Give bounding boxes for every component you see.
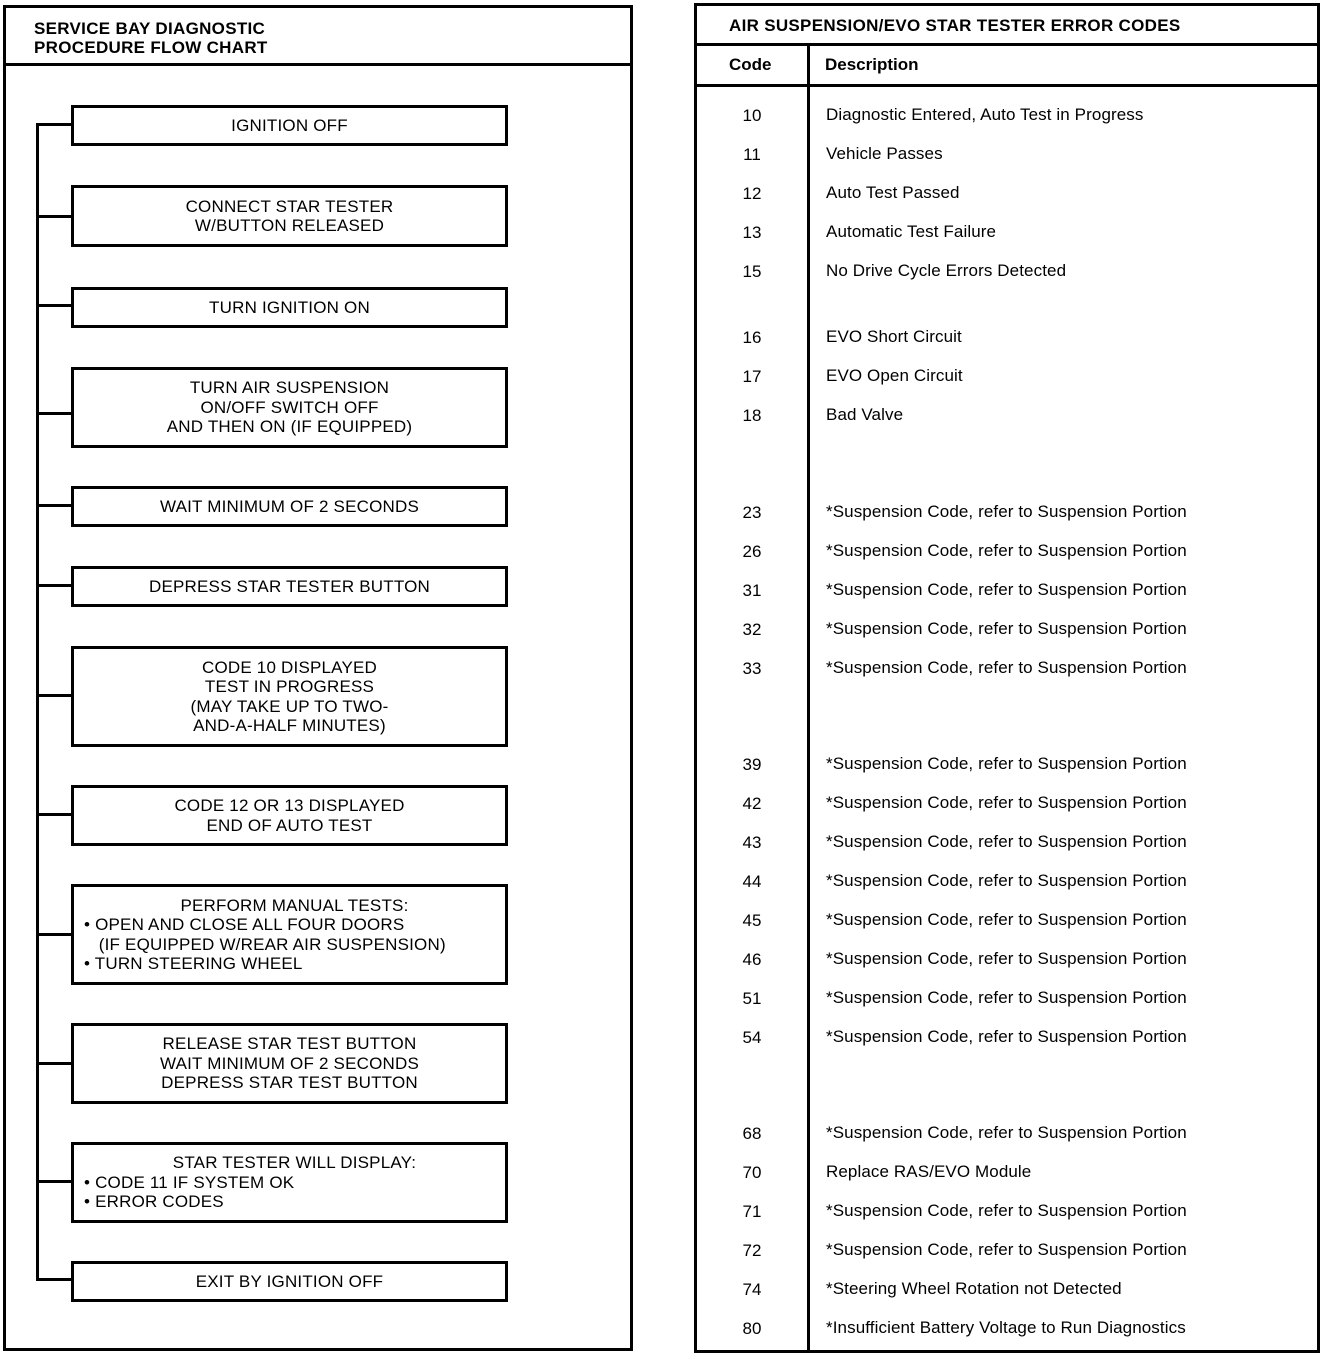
error-code-value: 15 [742,262,762,281]
flow-step-9 [71,884,508,985]
error-code-description: No Drive Cycle Errors Detected [826,261,1067,280]
error-code-description: *Suspension Code, refer to Suspension Portion [826,871,1187,890]
flow-step-text: TURN AIR SUSPENSION [189,378,390,398]
error-code-value: 26 [742,542,762,561]
flow-step-text: STAR TESTER WILL DISPLAY: [172,1153,417,1173]
error-code-description: Diagnostic Entered, Auto Test in Progress [826,105,1144,124]
error-code-value: 10 [742,106,762,125]
flow-step-1 [71,105,508,146]
error-code-description: *Suspension Code, refer to Suspension Portion [826,619,1187,638]
flow-connector [36,412,72,415]
error-code-description: Automatic Test Failure [826,222,997,241]
table-header-row [697,46,1317,87]
flow-step-text: RELEASE STAR TEST BUTTON [162,1034,417,1054]
error-code-value: 54 [742,1028,762,1047]
flow-step-text: • OPEN AND CLOSE ALL FOUR DOORS [84,915,405,934]
flow-connector [36,584,72,587]
flow-step-text: DEPRESS STAR TESTER BUTTON [148,576,431,596]
flow-step-7 [71,646,508,747]
error-code-description: *Suspension Code, refer to Suspension Portion [826,580,1187,599]
error-codes-table [694,3,1320,1353]
error-code-value: 16 [742,328,762,347]
error-code-description: Vehicle Passes [826,144,943,163]
flow-connector [36,504,72,507]
flow-connector [36,215,72,218]
flow-step-text: PERFORM MANUAL TESTS: [180,895,409,915]
error-code-description: *Suspension Code, refer to Suspension Portion [826,1027,1187,1046]
error-code-description: Replace RAS/EVO Module [826,1162,1032,1181]
flow-step-text: • TURN STEERING WHEEL [84,954,303,973]
error-code-value: 39 [742,755,762,774]
flow-step-text: IGNITION OFF [231,115,348,135]
error-code-value: 11 [743,145,761,164]
error-code-value: 42 [742,794,762,813]
flow-step-text: END OF AUTO TEST [206,815,373,835]
flow-step-text: DEPRESS STAR TEST BUTTON [161,1073,418,1093]
flow-step-text: EXIT BY IGNITION OFF [195,1271,384,1291]
error-code-value: 33 [742,659,762,678]
error-code-description: *Suspension Code, refer to Suspension Portion [826,1201,1187,1220]
flow-step-text: CODE 10 DISPLAYED [201,657,378,677]
error-code-description: *Suspension Code, refer to Suspension Portion [826,988,1187,1007]
error-code-value: 31 [742,581,762,600]
error-code-value: 72 [742,1241,762,1260]
error-code-value: 18 [742,406,762,425]
flow-trunk-line [36,125,39,1281]
flow-step-12 [71,1261,508,1302]
flow-connector [36,1278,72,1281]
flow-connector [36,813,72,816]
error-code-description: *Suspension Code, refer to Suspension Portion [826,1240,1187,1259]
flow-connector [36,694,72,697]
flow-step-5 [71,486,508,527]
flow-step-text: WAIT MINIMUM OF 2 SECONDS [159,1053,420,1073]
error-code-description: *Steering Wheel Rotation not Detected [826,1279,1122,1298]
error-code-value: 51 [742,989,762,1008]
flow-connector [36,304,72,307]
error-code-value: 17 [742,367,762,386]
flow-step-text: TEST IN PROGRESS [204,677,375,696]
flow-step-text: ON/OFF SWITCH OFF [200,397,379,417]
error-code-description: *Suspension Code, refer to Suspension Portion [826,832,1187,851]
flow-step-text: AND THEN ON (IF EQUIPPED) [166,417,413,437]
flow-step-text: • CODE 11 IF SYSTEM OK [84,1172,295,1192]
flow-step-text: WAIT MINIMUM OF 2 SECONDS [159,496,420,516]
flow-step-text: AND-A-HALF MINUTES) [193,716,386,735]
flow-step-3 [71,287,508,328]
error-code-value: 32 [742,620,762,639]
error-code-description: *Suspension Code, refer to Suspension Portion [826,754,1187,773]
error-code-value: 13 [742,223,762,242]
flow-chart-title-line-2: PROCEDURE FLOW CHART [34,38,268,57]
error-code-value: 12 [742,184,762,203]
error-code-description: *Suspension Code, refer to Suspension Portion [826,793,1187,812]
error-code-value: 44 [742,872,762,891]
flow-step-text: (MAY TAKE UP TO TWO- [190,696,389,716]
flow-step-text: CODE 12 OR 13 DISPLAYED [174,796,405,815]
flow-chart-panel [3,5,633,1351]
column-header-code: Code [729,55,772,74]
error-code-description: Bad Valve [826,405,904,424]
error-codes-title: AIR SUSPENSION/EVO STAR TESTER ERROR CODES [697,6,1317,46]
column-divider [807,46,810,1350]
error-code-description: EVO Open Circuit [826,366,963,385]
flow-connector [36,123,72,126]
flow-step-11 [71,1142,508,1223]
error-code-description: Auto Test Passed [826,183,960,202]
error-code-value: 80 [742,1319,762,1338]
error-code-value: 23 [742,503,762,522]
flow-step-text: (IF EQUIPPED W/REAR AIR SUSPENSION) [84,934,446,954]
flow-step-text: TURN IGNITION ON [209,297,370,317]
error-code-description: *Insufficient Battery Voltage to Run Diagnostics [826,1318,1186,1337]
error-code-description: *Suspension Code, refer to Suspension Portion [826,910,1187,929]
flow-step-10 [71,1023,508,1104]
flow-step-text: CONNECT STAR TESTER [185,196,394,216]
flow-connector [36,933,72,936]
flow-step-8 [71,785,508,846]
error-code-description: *Suspension Code, refer to Suspension Portion [826,1123,1187,1142]
error-code-value: 45 [742,911,762,930]
error-code-value: 68 [742,1124,762,1143]
error-code-description: *Suspension Code, refer to Suspension Portion [826,541,1187,560]
error-code-value: 43 [742,833,762,852]
error-code-description: *Suspension Code, refer to Suspension Portion [826,502,1187,521]
flow-chart-title-line-1: SERVICE BAY DIAGNOSTIC [34,19,266,38]
column-header-description: Description [825,55,919,74]
error-code-description: EVO Short Circuit [826,327,962,346]
flow-connector [36,1180,72,1183]
error-code-description: *Suspension Code, refer to Suspension Portion [826,949,1187,968]
flow-step-4 [71,367,508,448]
error-code-value: 70 [742,1163,762,1182]
flow-step-2 [71,185,508,247]
flow-step-text: • ERROR CODES [84,1192,224,1212]
flow-connector [36,1062,72,1065]
error-code-value: 46 [742,950,762,969]
error-code-value: 74 [742,1280,762,1299]
error-code-description: *Suspension Code, refer to Suspension Portion [826,658,1187,677]
error-code-value: 71 [742,1202,762,1221]
flow-step-6 [71,566,508,607]
flow-step-text: W/BUTTON RELEASED [194,216,385,235]
flow-chart-header [6,8,630,66]
